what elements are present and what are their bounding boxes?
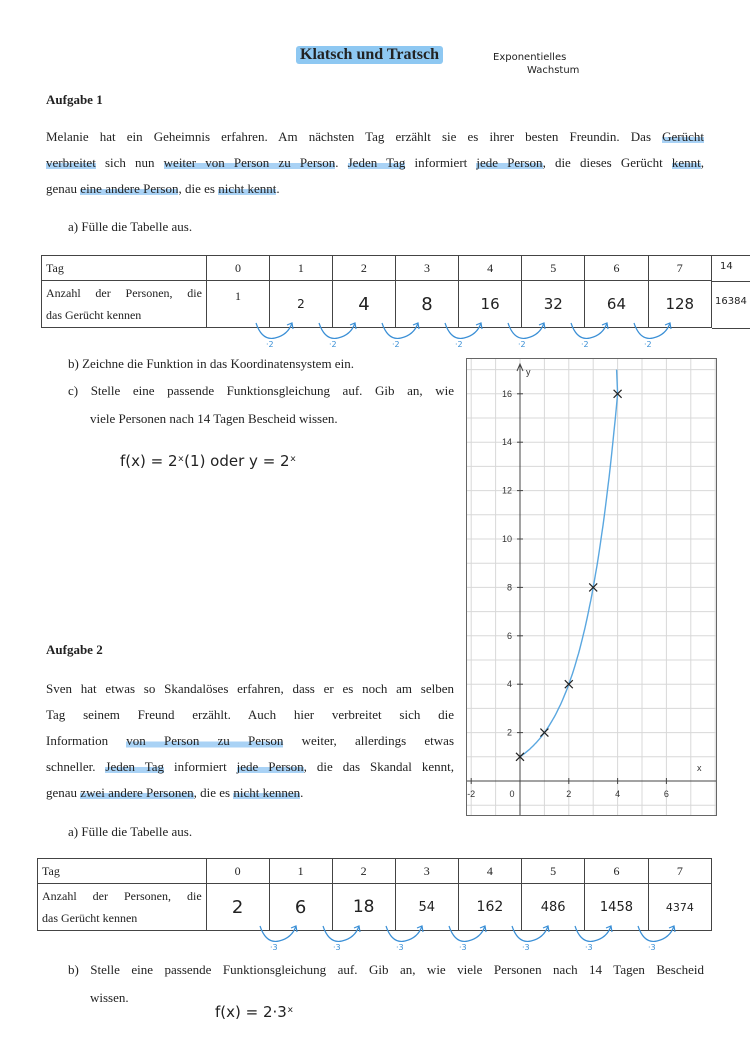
- day-cell: 6: [585, 256, 648, 281]
- text-span: genau: [46, 181, 81, 196]
- day-cell: 1: [269, 859, 332, 884]
- task2-line5: [46, 780, 303, 806]
- growth-factor: ·3: [648, 943, 656, 952]
- label-line: Anzahl der Personen, die: [46, 286, 202, 300]
- growth-arrow: [319, 924, 365, 946]
- value-cell: 2: [206, 884, 269, 931]
- value-cell: 4374: [648, 884, 711, 931]
- value-cell: 18: [332, 884, 395, 931]
- day-cell: 7: [648, 859, 711, 884]
- value-cell: 2: [269, 281, 332, 328]
- label-line: das Gerücht kennen: [46, 308, 142, 322]
- text-span: , die es: [193, 785, 234, 800]
- extra-day: 14: [720, 261, 733, 272]
- curve-extension: [617, 370, 618, 394]
- y-tick-label: 12: [501, 485, 512, 496]
- extra-column: [712, 255, 750, 329]
- growth-arrow: [630, 321, 676, 343]
- day-cell: 3: [395, 256, 458, 281]
- task2-table: [37, 858, 712, 931]
- value-cell: 486: [522, 884, 585, 931]
- y-axis-label: y: [526, 367, 531, 377]
- x-tick-label: 6: [663, 789, 669, 799]
- highlight: weiter von Person zu Person: [163, 155, 336, 170]
- y-tick-label: 6: [506, 630, 512, 641]
- growth-arrow: [508, 924, 554, 946]
- y-tick-label: 8: [506, 582, 512, 593]
- value-cell: 54: [395, 884, 458, 931]
- day-cell: 5: [522, 256, 585, 281]
- growth-factor: ·2: [329, 340, 337, 349]
- text-span: , die es: [178, 181, 219, 196]
- growth-arrow: [504, 321, 550, 343]
- growth-arrow: [252, 321, 298, 343]
- value-cell: 162: [458, 884, 521, 931]
- task2-answer-b: f(x) = 2·3ˣ: [215, 1003, 294, 1021]
- growth-arrow: [441, 321, 487, 343]
- task1-line3: [46, 176, 280, 202]
- value-cell: 128: [648, 281, 711, 328]
- x-axis-label: x: [697, 763, 702, 773]
- growth-factor: ·2: [581, 340, 589, 349]
- growth-arrow: [378, 321, 424, 343]
- task1-part-b: b) Zeichne die Funktion in das Koordinatensystem ein.: [68, 356, 354, 371]
- table-row-label: Tag: [38, 859, 207, 884]
- highlight: kennt: [671, 155, 701, 170]
- x-tick-label: 4: [615, 789, 621, 799]
- task2-line2: Tag seinem Freund erzählt. Auch hier verbreitet sich die: [46, 707, 454, 722]
- growth-factor: ·2: [455, 340, 463, 349]
- x-tick-label: -2: [467, 789, 476, 799]
- highlight: jede Person: [476, 155, 543, 170]
- highlight: verbreitet: [46, 155, 96, 170]
- table-row-label: [42, 281, 207, 328]
- growth-arrow: [445, 924, 491, 946]
- day-cell: 2: [332, 256, 395, 281]
- highlight: von Person zu Person: [126, 733, 284, 748]
- highlight: Jeden Tag: [105, 759, 165, 774]
- task2-line1: Sven hat etwas so Skandalöses erfahren, dass er es noch am selben: [46, 681, 454, 696]
- text-span: , die das Skandal kennt,: [303, 759, 454, 774]
- value-cell: 6: [269, 884, 332, 931]
- text-span: , die dieses Gerücht: [542, 155, 672, 170]
- task1-line2: [46, 150, 704, 176]
- task2-part-b-line2: wissen.: [90, 990, 129, 1005]
- growth-factor: ·2: [392, 340, 400, 349]
- value-cell: 4: [332, 281, 395, 328]
- growth-arrow: [571, 924, 617, 946]
- day-cell: 4: [458, 859, 521, 884]
- day-cell: 7: [648, 256, 711, 281]
- y-tick-label: 16: [501, 388, 512, 399]
- extra-value: 16384: [715, 296, 747, 307]
- text-span: .: [335, 155, 348, 170]
- coordinate-system: [466, 358, 717, 816]
- y-tick-label: 10: [501, 534, 512, 544]
- task2-part-a: a) Fülle die Tabelle aus.: [68, 824, 193, 839]
- growth-arrow: [634, 924, 680, 946]
- highlight: Gerücht: [662, 129, 704, 144]
- text-span: informiert: [164, 759, 237, 774]
- day-cell: 2: [332, 859, 395, 884]
- page-title: Klatsch und Tratsch: [296, 46, 443, 64]
- growth-factor: ·3: [396, 943, 404, 952]
- highlight: nicht kennen: [233, 785, 301, 800]
- side-note-line1: Exponentielles: [493, 52, 567, 63]
- x-tick-label: 0: [509, 789, 515, 799]
- value-cell: 64: [585, 281, 648, 328]
- day-cell: 4: [459, 256, 522, 281]
- highlight: eine andere Person: [80, 181, 179, 196]
- day-cell: 0: [206, 256, 269, 281]
- task1-part-a: a) Fülle die Tabelle aus.: [68, 219, 193, 234]
- day-cell: 6: [585, 859, 648, 884]
- text-span: genau: [46, 785, 81, 800]
- growth-factor: ·2: [266, 340, 274, 349]
- growth-arrow: [256, 924, 302, 946]
- day-cell: 3: [395, 859, 458, 884]
- divider: [712, 281, 750, 282]
- label-line: das Gerücht kennen: [42, 911, 138, 925]
- task1-heading: Aufgabe 1: [46, 92, 103, 107]
- day-cell: 5: [522, 859, 585, 884]
- side-note-line2: Wachstum: [527, 65, 580, 76]
- graph-svg: [467, 359, 716, 815]
- growth-arrow: [382, 924, 428, 946]
- x-tick-label: 2: [566, 789, 572, 799]
- highlight: nicht kennt: [218, 181, 277, 196]
- value-cell: 32: [522, 281, 585, 328]
- highlight: Jeden Tag: [347, 155, 406, 170]
- highlight: zwei andere Personen: [80, 785, 194, 800]
- value-cell: 1: [206, 281, 269, 328]
- growth-factor: ·2: [518, 340, 526, 349]
- text-span: .: [300, 785, 304, 800]
- growth-factor: ·3: [585, 943, 593, 952]
- y-tick-label: 4: [506, 679, 512, 690]
- task2-heading: Aufgabe 2: [46, 642, 103, 657]
- task1-answer-c: f(x) = 2ˣ(1) oder y = 2ˣ: [120, 452, 297, 470]
- y-tick-label: 2: [506, 727, 512, 738]
- day-cell: 0: [206, 859, 269, 884]
- task1-table: [41, 255, 712, 328]
- task1-part-c-line1: c) Stelle eine passende Funktionsgleichung auf. Gib an, wie: [68, 383, 454, 398]
- growth-arrow: [567, 321, 613, 343]
- table-row-label: Tag: [42, 256, 207, 281]
- growth-factor: ·2: [644, 340, 652, 349]
- task1-part-c-line2: viele Personen nach 14 Tagen Bescheid wissen.: [90, 411, 338, 426]
- task2-line4: [46, 754, 454, 780]
- y-tick-label: 14: [501, 437, 512, 448]
- task1-line1: [46, 124, 704, 150]
- growth-factor: ·3: [522, 943, 530, 952]
- growth-factor: ·3: [270, 943, 278, 952]
- highlight: jede Person: [236, 759, 304, 774]
- text-span: ,: [700, 155, 704, 170]
- table-row-label: [38, 884, 207, 931]
- text-span: Melanie hat ein Geheimnis erfahren. Am nächsten Tag erzählt sie es ihrer besten Freundin. Das: [46, 129, 663, 144]
- value-cell: 16: [459, 281, 522, 328]
- growth-factor: ·3: [333, 943, 341, 952]
- day-cell: 1: [269, 256, 332, 281]
- text-span: .: [276, 181, 280, 196]
- value-cell: 1458: [585, 884, 648, 931]
- text-span: schneller.: [46, 759, 106, 774]
- growth-arrow: [315, 321, 361, 343]
- text-span: Information: [46, 733, 127, 748]
- value-cell: 8: [395, 281, 458, 328]
- label-line: Anzahl der Personen, die: [42, 889, 202, 903]
- task2-line3: [46, 728, 454, 754]
- text-span: sich nun: [95, 155, 164, 170]
- text-span: informiert: [405, 155, 477, 170]
- text-span: weiter, allerdings etwas: [283, 733, 455, 748]
- task2-part-b-line1: b) Stelle eine passende Funktionsgleichung auf. Gib an, wie viele Personen nach 14 Tagen Bescheid: [68, 962, 704, 977]
- growth-factor: ·3: [459, 943, 467, 952]
